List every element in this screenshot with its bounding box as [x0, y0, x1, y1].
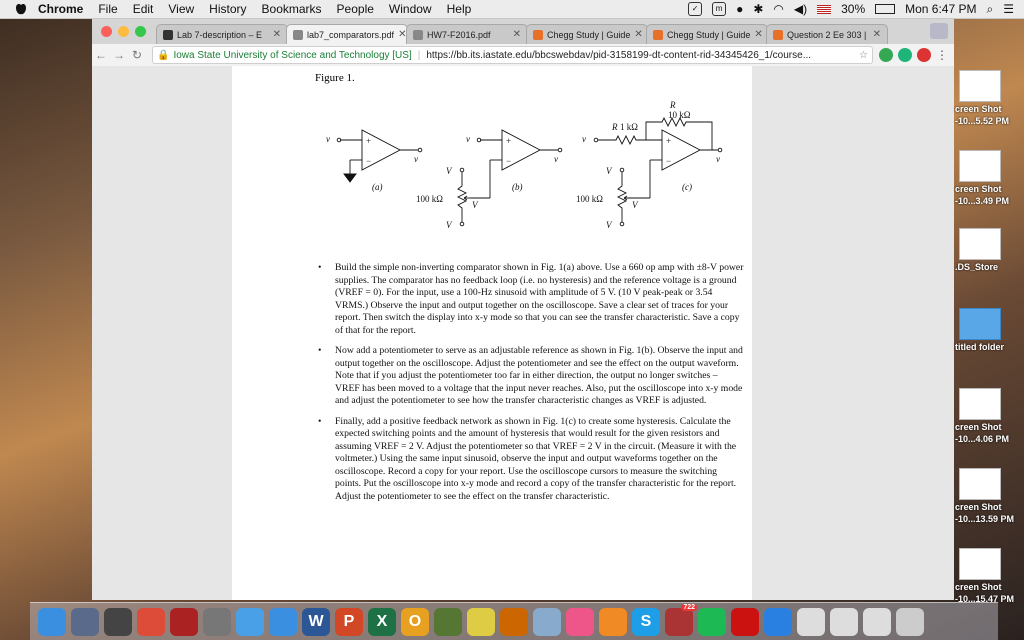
desktop-file-label: creen Shot [955, 422, 1002, 432]
desktop-file-sublabel: -10...4.06 PM [955, 434, 1010, 444]
menu-view[interactable]: View [168, 2, 195, 16]
browser-toolbar [92, 44, 954, 67]
circuit-c [576, 100, 722, 230]
desktop-file-icon[interactable] [955, 228, 1024, 274]
tab-title: Lab 7-description – E [177, 29, 263, 40]
address-bar[interactable] [152, 46, 873, 64]
close-tab-icon[interactable]: ✕ [754, 29, 763, 40]
resistor-r2 [646, 118, 712, 150]
vo-label-a: v [414, 154, 418, 164]
ground-icon [344, 174, 356, 182]
document-thumb-icon[interactable] [797, 608, 825, 636]
minus-label-c: − [666, 156, 672, 166]
r1-label: R [612, 122, 618, 132]
game-icon[interactable] [434, 608, 462, 636]
spotify-icon[interactable] [698, 608, 726, 636]
vi-label-a: v [326, 134, 330, 144]
close-tab-icon[interactable]: ✕ [398, 29, 407, 40]
menu-bar [0, 0, 1024, 19]
vs-plus-label-c: V [606, 166, 612, 176]
extension-icon[interactable] [879, 48, 893, 62]
menu-bookmarks[interactable]: Bookmarks [261, 2, 322, 16]
r2-label: R [670, 100, 676, 110]
tab-title: lab7_comparators.pdf [307, 29, 395, 40]
desktop-file-sublabel: -10...13.59 PM [955, 514, 1015, 524]
menu-help[interactable]: Help [446, 2, 472, 16]
lock-icon: 🔒 [157, 49, 170, 61]
tab[interactable] [526, 24, 648, 44]
fig-b-label: (b) [512, 182, 523, 192]
system-preferences-icon[interactable] [203, 608, 231, 636]
pdf-viewport[interactable] [92, 66, 954, 600]
tab-title: Chegg Study | Guide [547, 29, 631, 40]
fig-c-label: (c) [682, 182, 692, 192]
chegg-icon [533, 30, 543, 40]
plus-label-c: + [666, 136, 672, 146]
status-dot-icon[interactable]: ● [736, 2, 744, 16]
status-app-icon[interactable]: m [712, 2, 726, 16]
trash-icon[interactable] [896, 608, 924, 636]
circuit-a [326, 130, 422, 192]
comparator-circuit-figure [326, 94, 752, 254]
minus-label-a: − [366, 156, 372, 166]
file-thumbnail-icon [959, 388, 1001, 420]
photos-icon[interactable] [566, 608, 594, 636]
matlab-icon[interactable] [500, 608, 528, 636]
desktop-file-label: creen Shot [955, 582, 1002, 592]
r1-value: 1 kΩ [620, 122, 638, 132]
preview-icon[interactable] [533, 608, 561, 636]
forward-icon[interactable]: → [113, 48, 125, 62]
status-app-icon[interactable]: ✓ [688, 2, 702, 16]
back-icon[interactable]: ← [95, 48, 107, 62]
notification-center-icon[interactable]: ☰ [1003, 2, 1014, 16]
plus-label-b: + [506, 136, 512, 146]
tab-title: HW7-F2016.pdf [427, 29, 491, 40]
vs-plus-label-b: V [446, 166, 452, 176]
ibooks-icon[interactable] [599, 608, 627, 636]
pot-label-b: 100 kΩ [416, 194, 443, 204]
desktop-file-icon[interactable] [955, 548, 1024, 604]
desktop-file-icon[interactable] [955, 468, 1024, 524]
battery-percent[interactable]: 30% [841, 2, 866, 16]
acrobat-icon[interactable] [731, 608, 759, 636]
instruction-item: • Now add a potentiometer to serve as an adjustable reference as shown in Fig. 1(b). Observe the input and output together on the oscilloscope. Adjust the potentiometer and see the effect on the output waveform. Note that if you adjust the potentiometer too far in either direction, the output no longer switches – VREF has been moved to a voltage that the input never reaches. Also, put the oscilloscope into x-y mode and adjust the potentiometer to see how the transfer characteristic changes as VREF is adjusted. [312, 345, 744, 408]
desktop-file-icon[interactable] [955, 150, 1024, 206]
figure-title: Figure 1. [315, 72, 355, 84]
desktop-file-label: titled folder [955, 342, 1004, 352]
tab-title: Chegg Study | Guide [667, 29, 751, 40]
document-thumb-icon[interactable] [830, 608, 858, 636]
reload-icon[interactable]: ↻ [131, 48, 143, 62]
spotlight-icon[interactable]: ⌕ [986, 1, 994, 16]
finder-icon[interactable] [38, 608, 66, 636]
chegg-icon [773, 30, 783, 40]
app-store-icon[interactable] [269, 608, 297, 636]
word-icon[interactable]: W [302, 608, 330, 636]
bookmark-star-icon[interactable]: ☆ [859, 49, 868, 61]
desktop-file-sublabel: -10...3.49 PM [955, 196, 1010, 206]
blackboard-icon [163, 30, 173, 40]
powerpoint-icon[interactable]: P [335, 608, 363, 636]
tab[interactable] [766, 24, 888, 44]
desktop-file-label: creen Shot [955, 502, 1002, 512]
desktop-file-icon[interactable] [955, 70, 1024, 126]
tab-strip [92, 19, 954, 44]
chrome-icon[interactable] [137, 608, 165, 636]
vi-label-b: v [466, 134, 470, 144]
tab[interactable] [406, 24, 528, 44]
excel-icon[interactable]: X [368, 608, 396, 636]
desktop-file-sublabel: -10...15.47 PM [955, 594, 1015, 604]
file-thumbnail-icon [959, 548, 1001, 580]
battery-icon[interactable] [875, 4, 895, 14]
instruction-item: • Build the simple non-inverting comparator shown in Fig. 1(a) above. Use a 660 op amp with ±8-V power supplies. The comparator has no feedback loop (i.e. no hysteresis) and the reference voltage is a ground (VREF = 0). For the input, use a 100-Hz sinusoid with amplitude of 5 V. (10 V peak-peak or 3.54 VRMS.) Observe the input and output together on the oscilloscope. Save a clear set of traces for your report. Then switch the display into x-y mode so that you can see the transfer characteristic. Save a copy of that for the report. [312, 262, 744, 337]
clock[interactable]: Mon 6:47 PM [905, 2, 977, 16]
document-icon [413, 30, 423, 40]
profile-avatar-icon[interactable] [930, 23, 948, 39]
menu-edit[interactable]: Edit [132, 2, 154, 16]
calendar-badge-icon[interactable] [665, 603, 695, 636]
document-icon [293, 30, 303, 40]
file-thumbnail-icon [959, 70, 1001, 102]
mail-icon[interactable] [236, 608, 264, 636]
vo-label-b: v [554, 154, 558, 164]
plus-label-a: + [366, 136, 372, 146]
window-controls [92, 19, 156, 44]
site-identity: Iowa State University of Science and Technology [US] [173, 49, 412, 61]
calculator-icon[interactable] [104, 608, 132, 636]
desktop-file-icon[interactable] [955, 308, 1024, 354]
address-separator: | [417, 49, 421, 61]
notes-icon[interactable] [467, 608, 495, 636]
tab-title: Question 2 Ee 303 | [787, 29, 867, 40]
skype-icon[interactable]: S [632, 608, 660, 636]
apple-icon[interactable] [14, 2, 28, 16]
vs-minus-label-c: V [606, 220, 612, 230]
wifi-icon[interactable]: ◠ [773, 2, 784, 16]
menu-file[interactable]: File [98, 2, 118, 16]
dock [30, 602, 998, 640]
onenote-icon[interactable]: O [401, 608, 429, 636]
instruction-item: • Finally, add a positive feedback network as shown in Fig. 1(c) to create some hysteresis. Calculate the expected switching points and the amount of hysteresis that would result for the given resistors and assuming VREF = 2 V. Adjust the potentiometer so that VREF = 2 V in the circuit. (Measure it with the voltmeter.) Using the same input sinusoid, observe the input and output waveforms together on the oscilloscope. Record a copy for your report. Use the oscilloscope cursors to measure the switching points. Put the oscilloscope into x-y mode and record a copy of the transfer characteristic for the report. Adjust the potentiometer to see the effect on the transfer characteristic. [312, 416, 744, 504]
bluetooth-icon[interactable]: ✱ [753, 2, 764, 16]
instruction-list [312, 262, 744, 511]
tab[interactable] [286, 24, 408, 44]
fig-a-label: (a) [372, 182, 383, 192]
folder-icon [959, 308, 1001, 340]
vo-label-c: v [716, 154, 720, 164]
desktop-file-icon[interactable] [955, 388, 1024, 444]
close-tab-icon[interactable]: ✕ [634, 29, 643, 40]
chegg-icon [653, 30, 663, 40]
file-thumbnail-icon [959, 150, 1001, 182]
tab[interactable] [646, 24, 768, 44]
safari-icon[interactable] [764, 608, 792, 636]
menu-history[interactable]: History [209, 2, 247, 16]
menu-people[interactable]: People [336, 2, 374, 16]
launchpad-icon[interactable] [71, 608, 99, 636]
close-tab-icon[interactable]: ✕ [872, 29, 881, 40]
vs-minus-label-b: V [446, 220, 452, 230]
close-tab-icon[interactable]: ✕ [272, 29, 281, 40]
chrome-menu-icon[interactable]: ⋮ [936, 48, 948, 62]
volume-icon[interactable]: ◀) [793, 2, 808, 16]
resistor-r1 [598, 136, 662, 144]
browser-window [92, 19, 954, 600]
extension-icon[interactable] [898, 48, 912, 62]
minus-label-b: − [506, 156, 512, 166]
r2-value: 10 kΩ [668, 110, 691, 120]
desktop-file-label: creen Shot [955, 104, 1002, 114]
desktop-file-label: .DS_Store [955, 262, 999, 272]
circuit-b [416, 130, 562, 230]
minimize-window-button[interactable] [118, 26, 129, 37]
vi-label-c: v [582, 134, 586, 144]
menu-window[interactable]: Window [388, 2, 432, 16]
file-thumbnail-icon [959, 468, 1001, 500]
notification-badge: 722 [683, 603, 695, 611]
zoom-window-button[interactable] [135, 26, 146, 37]
vref-label-b: V [472, 200, 478, 210]
photo-booth-icon[interactable] [170, 608, 198, 636]
close-window-button[interactable] [101, 26, 112, 37]
desktop-file-sublabel: -10...5.52 PM [955, 116, 1010, 126]
pot-label-c: 100 kΩ [576, 194, 603, 204]
adblock-icon[interactable] [917, 48, 931, 62]
input-source-flag-icon[interactable] [817, 5, 831, 14]
tab[interactable] [156, 24, 288, 44]
close-tab-icon[interactable]: ✕ [512, 29, 521, 40]
file-thumbnail-icon [959, 228, 1001, 260]
word-doc-icon[interactable] [863, 608, 891, 636]
url-text[interactable]: https://bb.its.iastate.edu/bbcswebdav/pid-3158199-dt-content-rid-34345426_1/course... [426, 49, 812, 61]
vref-label-c: V [632, 200, 638, 210]
menu-chrome[interactable]: Chrome [38, 2, 84, 16]
desktop-file-label: creen Shot [955, 184, 1002, 194]
